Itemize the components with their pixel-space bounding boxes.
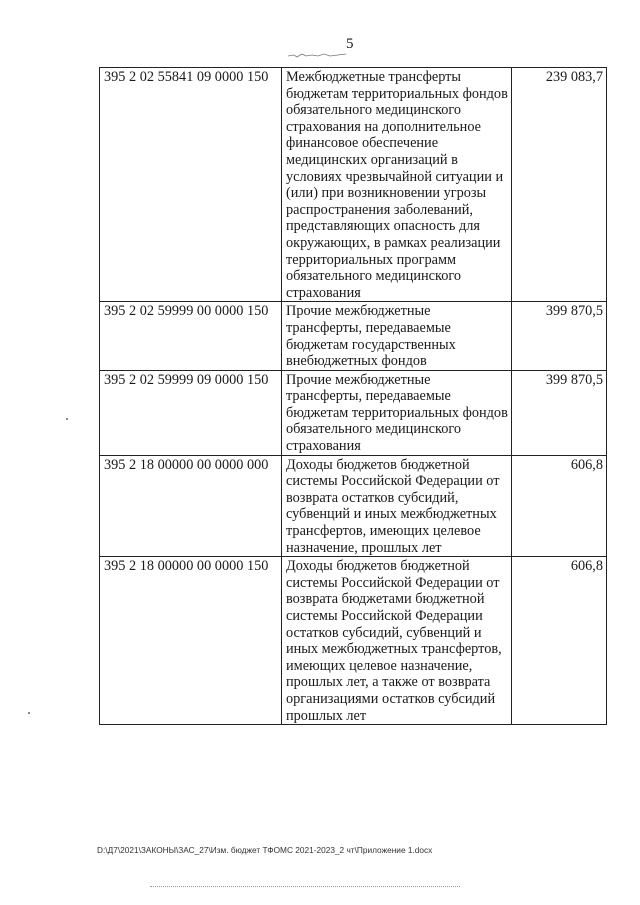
table-row: [100, 302, 607, 370]
description-cell: Доходы бюджетов бюджетной системы Российской Федерации от возврата остатков субсидий, субвенций и иных межбюджетных трансфертов, имеющих целевое назначение, прошлых лет: [282, 455, 512, 557]
budget-code-cell: 395 2 18 00000 00 0000 000: [100, 455, 282, 557]
budget-code-cell: 395 2 02 59999 09 0000 150: [100, 370, 282, 455]
description-cell: Прочие межбюджетные трансферты, передаваемые бюджетам государственных внебюджетных фондов: [282, 302, 512, 370]
description-cell: Доходы бюджетов бюджетной системы Российской Федерации от возврата бюджетами бюджетной системы Российской Федерации остатков субсидий, субвенций и иных межбюджетных трансфертов, имеющих целевое назначение, прошлых лет, а также от возврата организациями остатков субсидий прошлых лет: [282, 557, 512, 725]
table-row: [100, 455, 607, 557]
page-number: 5: [346, 36, 354, 52]
amount-cell: 399 870,5: [512, 302, 607, 370]
description-cell: Межбюджетные трансферты бюджетам территориальных фондов обязательного медицинского страхования на дополнительное финансовое обеспечение медицинских организаций в условиях чрезвычайной ситуации и (или) при возникновении угрозы распространения заболеваний, представляющих опасность для окружающих, в рамках реализации территориальных программ обязательного медицинского страхования: [282, 68, 512, 302]
description-cell: Прочие межбюджетные трансферты, передаваемые бюджетам территориальных фондов обязательного медицинского страхования: [282, 370, 512, 455]
table-row: [100, 68, 607, 302]
table-row: [100, 370, 607, 455]
scan-dust-dot: [28, 712, 30, 714]
table-row: [100, 557, 607, 725]
scan-dust-dot: [66, 418, 68, 420]
budget-code-cell: 395 2 18 00000 00 0000 150: [100, 557, 282, 725]
amount-cell: 399 870,5: [512, 370, 607, 455]
budget-code-cell: 395 2 02 55841 09 0000 150: [100, 68, 282, 302]
amount-cell: 606,8: [512, 557, 607, 725]
amount-cell: 239 083,7: [512, 68, 607, 302]
budget-revenue-table: [99, 67, 607, 725]
amount-cell: 606,8: [512, 455, 607, 557]
footer-file-path: D:\Д7\2021\ЗАКОНЫ\ЗАС_27\Изм. бюджет ТФОМС 2021-2023_2 чт\Приложение 1.docx: [97, 845, 433, 855]
footer-divider: [150, 886, 460, 888]
budget-code-cell: 395 2 02 59999 00 0000 150: [100, 302, 282, 370]
scan-artifact-mark: [288, 52, 348, 58]
